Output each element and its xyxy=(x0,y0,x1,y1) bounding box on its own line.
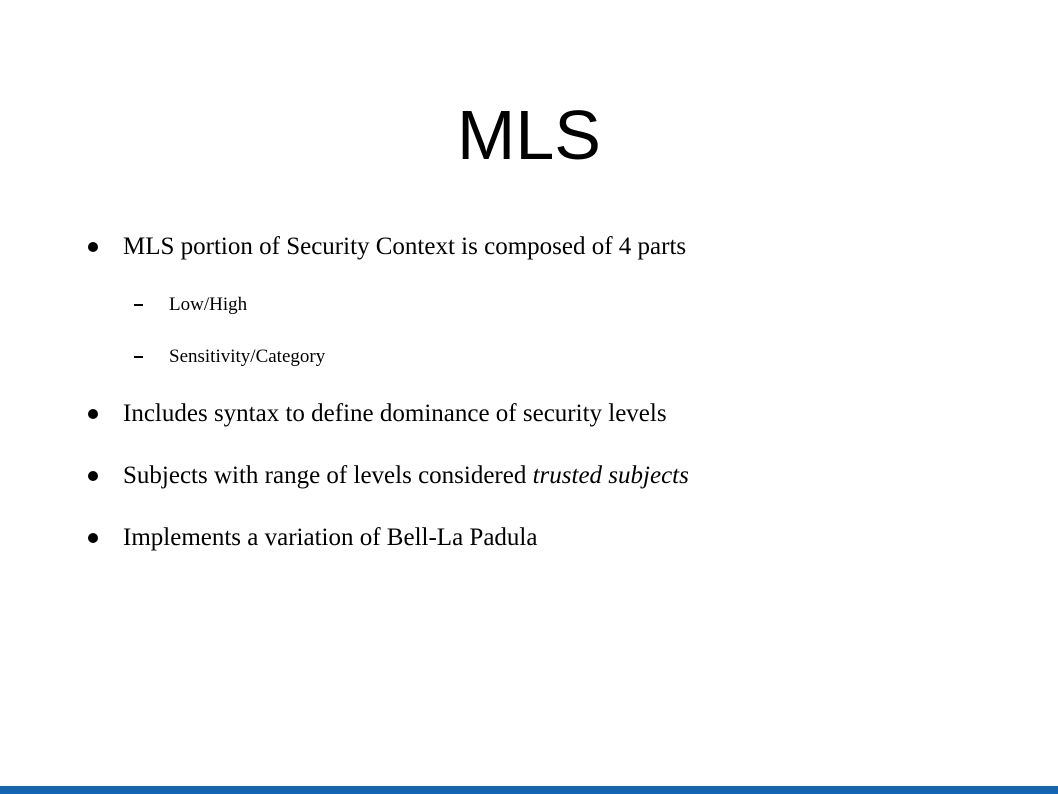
dash-icon xyxy=(134,356,143,358)
sub-bullet-text: Low/High xyxy=(169,294,248,315)
bullet-text-plain: Subjects with range of levels considered xyxy=(123,462,533,489)
bullet-text-italic: trusted subjects xyxy=(532,462,689,489)
bullet-dot-icon xyxy=(88,533,98,543)
bullet-dot-icon xyxy=(88,242,98,252)
bullet-text: Includes syntax to define dominance of security levels xyxy=(123,400,667,427)
bullet-text: Implements a variation of Bell-La Padula xyxy=(123,524,538,551)
bullet-text xyxy=(123,461,689,491)
dash-icon xyxy=(134,304,143,306)
sub-bullet-text: Sensitivity/Category xyxy=(169,346,326,367)
footer-bar xyxy=(0,786,1058,794)
bullet-dot-icon xyxy=(88,471,98,481)
slide-title: MLS xyxy=(457,96,601,174)
bullet-text: MLS portion of Security Context is composed of 4 parts xyxy=(123,233,687,260)
bullet-dot-icon xyxy=(88,409,98,419)
